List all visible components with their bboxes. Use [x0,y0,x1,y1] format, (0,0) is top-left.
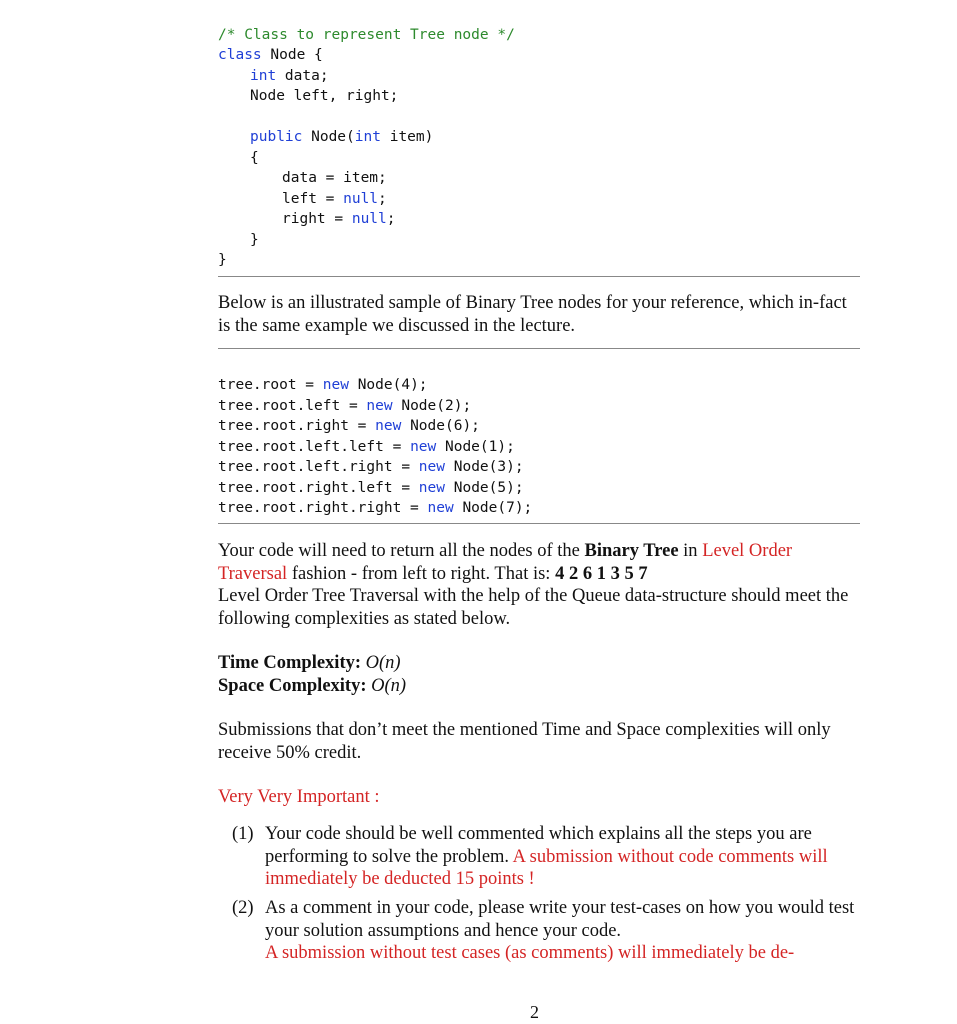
keyword-null-left: null [343,191,379,207]
code-right-assign [282,209,396,229]
divider-2 [218,348,860,349]
keyword-new: new [366,398,393,414]
code-constructor-signature [250,127,433,147]
tree-code-line [218,396,471,416]
list-item [232,897,864,965]
code-left-semi: ; [378,191,387,207]
keyword-int-param: int [354,129,381,145]
list-item-number: (2) [232,898,254,918]
list-item-text: Your code should be well commented which explains all the steps you are performing to solve the problem. [265,824,812,867]
tree-code-rhs: Node(7); [453,500,533,516]
list-item-number: (1) [232,824,254,844]
code-ctor-end: item) [380,129,434,145]
code-left-assign [282,189,387,209]
tree-code-lhs: tree.root.right = [218,418,376,434]
list-item [232,823,864,891]
code-left-right-field: Node left, right; [250,88,399,104]
important-heading: Very Very Important : [218,787,380,807]
tree-code-lhs: tree.root.right.right = [218,500,428,516]
tree-code-lhs: tree.root = [218,377,323,393]
code-close-inner-brace: } [250,232,259,248]
list-item-text: As a comment in your code, please write your test-cases on how you would test your solution assumptions and hence your code. [265,898,855,941]
keyword-new: new [427,500,454,516]
task-level-order-traversal: Level Order Traversal [218,541,793,584]
tree-code-lhs: tree.root.left = [218,398,367,414]
tree-code-line [218,478,524,498]
divider-3 [218,523,860,524]
task-paragraph [218,540,863,630]
keyword-public: public [250,129,303,145]
list-item-warning: A submission without code comments will immediately be deducted 15 points ! [265,846,828,889]
code-left-lhs: left = [282,191,344,207]
code-data-field [250,66,329,86]
code-data-assign: data = item; [282,170,387,186]
intro-paragraph: Below is an illustrated sample of Binary Tree nodes for your reference, which in-fact is the same example we discussed in the lecture. [218,293,847,336]
tree-code-lhs: tree.root.right.left = [218,480,419,496]
space-complexity [218,675,863,698]
code-right-semi: ; [386,211,396,227]
complexity-block [218,652,863,697]
code-class-decl: Node { [261,47,323,63]
tree-code-rhs: Node(6); [401,418,480,434]
tree-code-rhs: Node(3); [445,459,524,475]
tree-code-rhs: Node(5); [445,480,524,496]
keyword-new: new [418,459,445,475]
code-close-outer-brace: } [218,252,227,268]
task-binary-tree: Binary Tree [584,541,679,561]
code-open-brace: { [250,150,259,166]
time-complexity [218,652,863,675]
time-complexity-label: Time Complexity: [218,653,362,673]
task-text-3: fashion - from left to right. That is: [287,563,556,584]
space-complexity-label: Space Complexity: [218,675,367,696]
code-comment: /* Class to represent Tree node */ [218,27,515,43]
code-class-line [218,45,323,65]
tree-code-line [218,375,428,395]
divider-1 [218,276,860,277]
time-complexity-value: O(n) [365,653,401,673]
keyword-null-right: null [351,211,387,227]
tree-code-line [218,457,524,477]
space-complexity-value: O(n) [371,675,407,696]
code-ctor-mid: Node( [302,129,355,145]
tree-code-rhs: Node(4); [348,377,428,393]
list-item-warning: A submission without test cases (as comments) will immediately be de- [265,943,795,963]
tree-code-rhs: Node(1); [436,439,515,455]
keyword-class: class [218,47,262,63]
keyword-new: new [375,418,402,434]
keyword-new: new [418,480,445,496]
tree-code-rhs: Node(2); [392,398,472,414]
tree-code-line [218,437,515,457]
keyword-int: int [250,68,277,84]
tree-code-lhs: tree.root.left.right = [218,459,419,475]
task-text-1: Your code will need to return all the nodes of the [218,541,585,561]
task-text-2: in [678,541,703,561]
keyword-new: new [410,439,437,455]
page-number: 2 [530,1002,539,1022]
tree-code-line [218,416,480,436]
keyword-new: new [322,377,349,393]
tree-code-lhs: tree.root.left.left = [218,439,411,455]
code-data-decl: data; [276,68,329,84]
task-sequence: 4 2 6 1 3 5 7 [555,563,648,584]
code-right-lhs: right = [282,211,352,227]
task-text-4: Level Order Tree Traversal with the help of the Queue data-structure should meet the following complexities as stated below. [218,586,849,629]
credit-note: Submissions that don’t meet the mentioned Time and Space complexities will only receive 50% credit. [218,720,831,763]
tree-code-line [218,498,532,518]
